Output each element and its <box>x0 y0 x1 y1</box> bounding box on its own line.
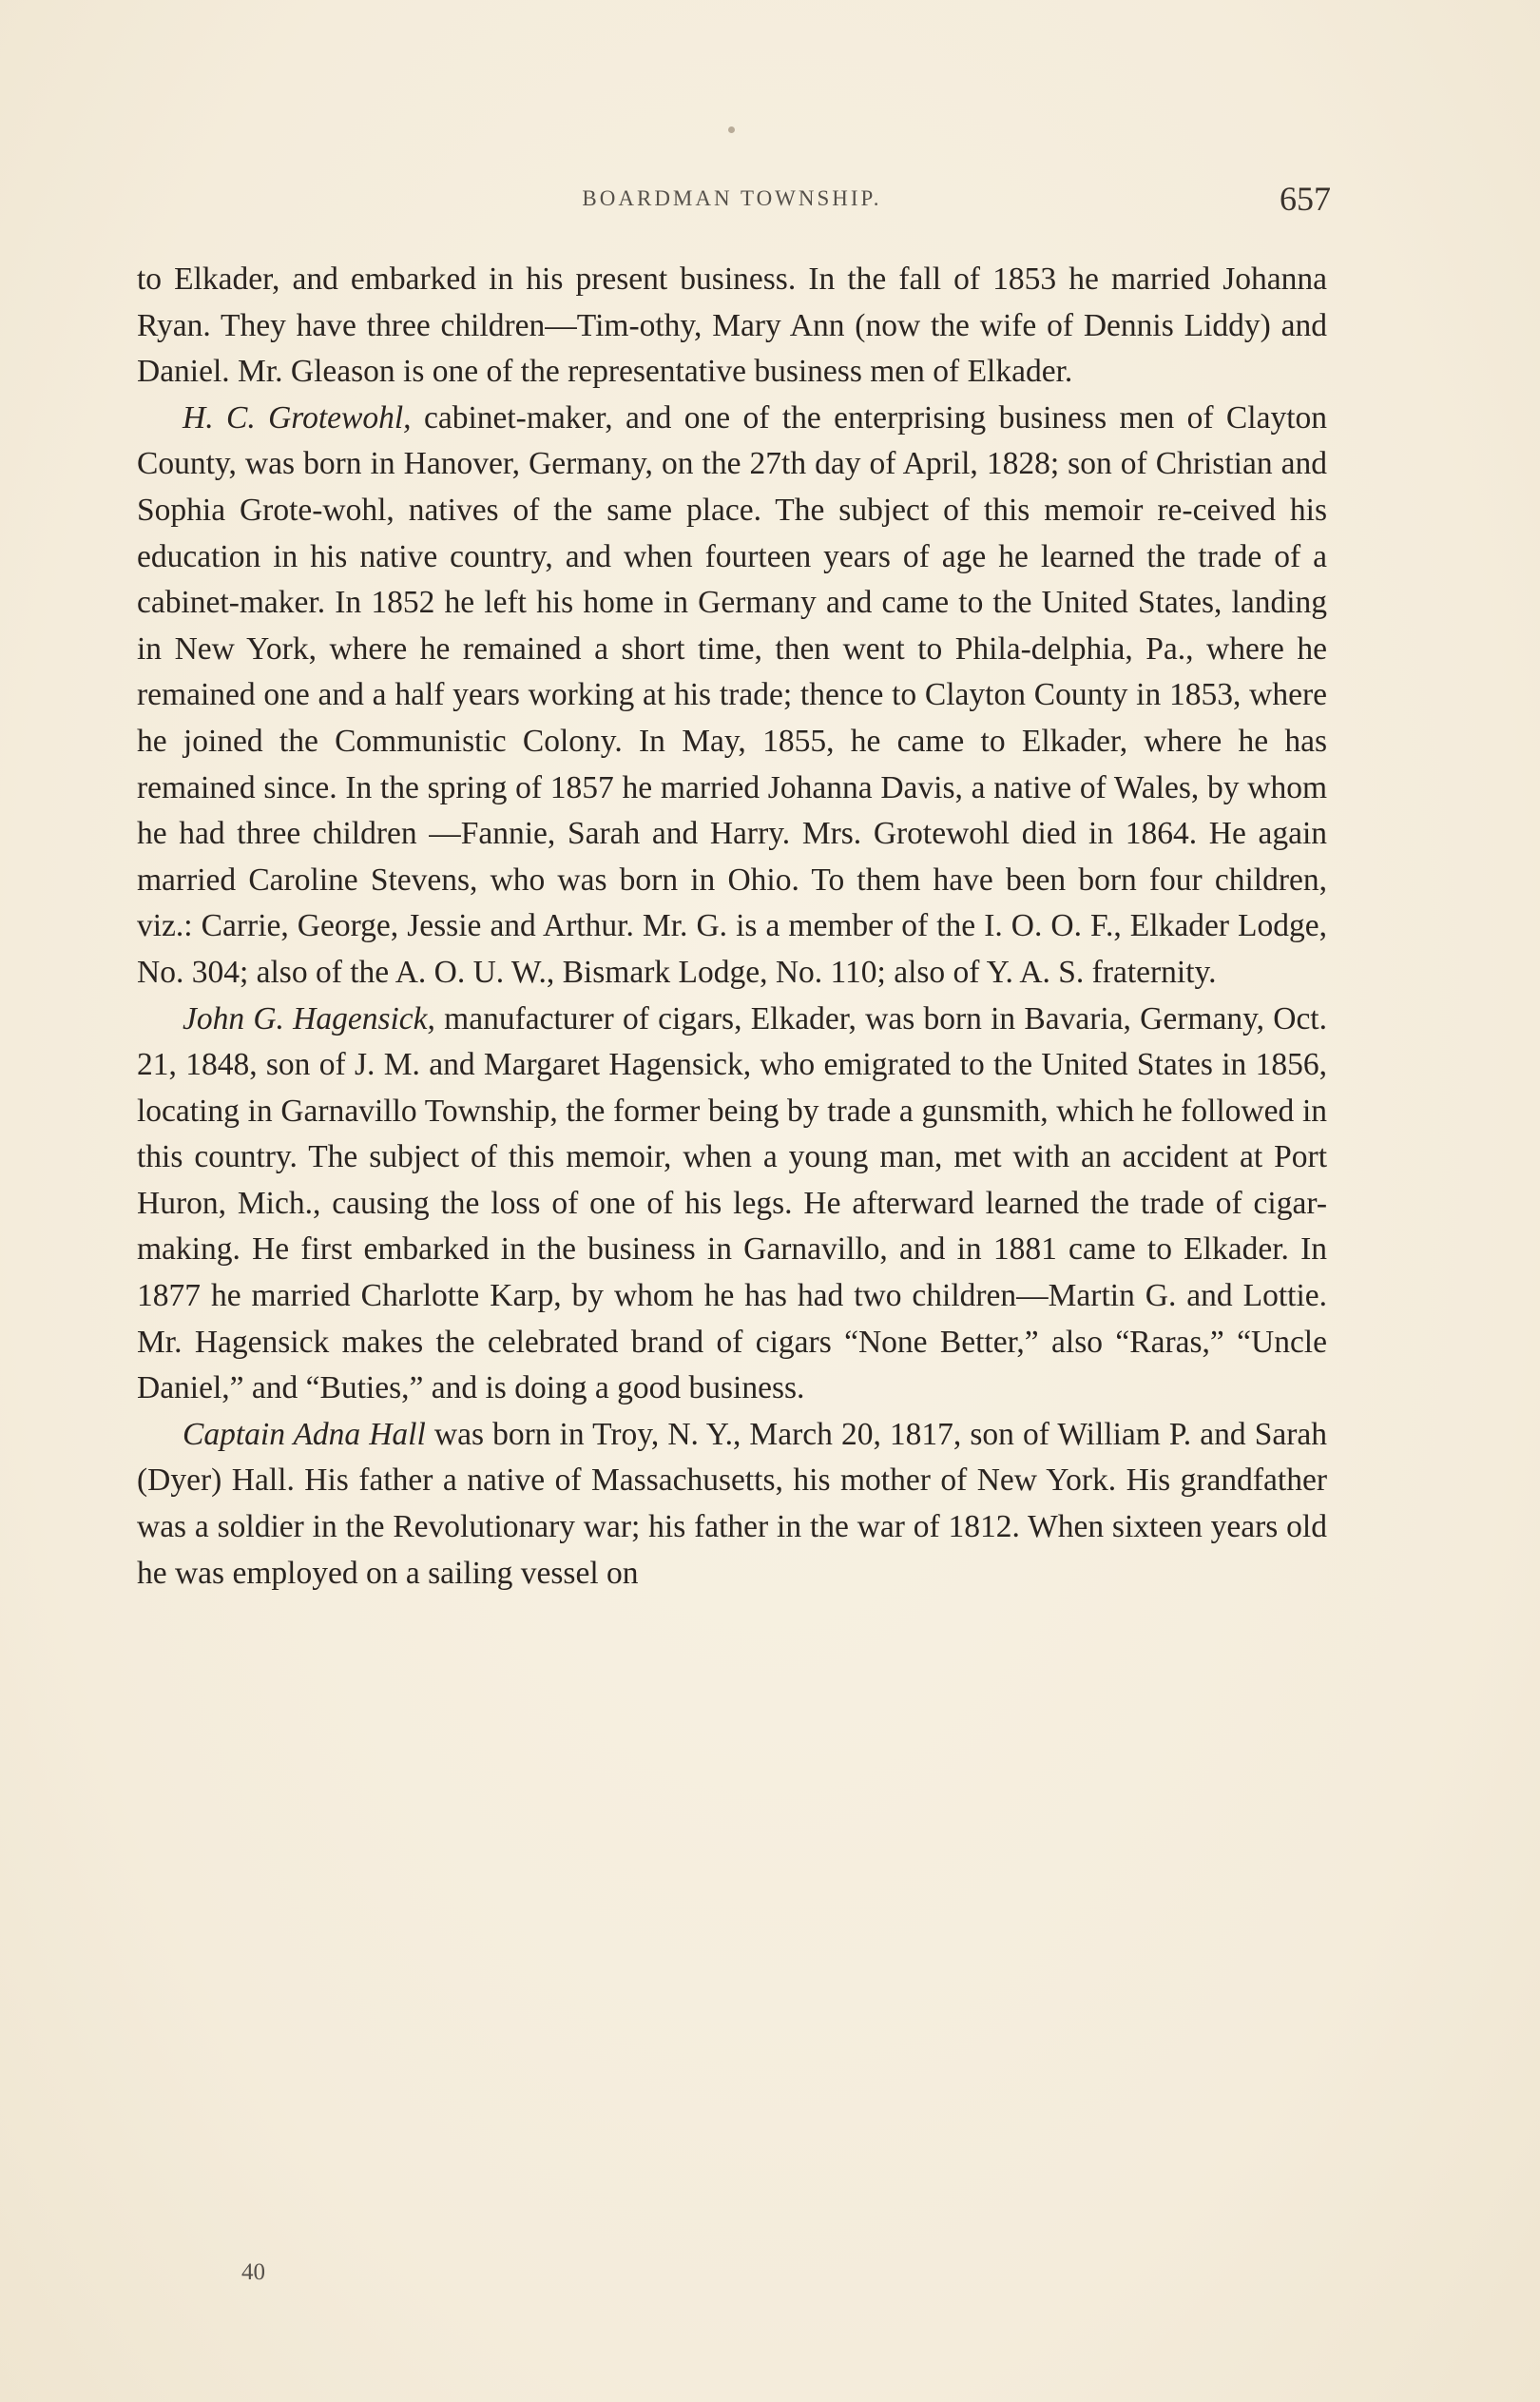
paragraph-hall <box>137 1412 1327 1597</box>
paragraph-hagensick <box>137 997 1327 1412</box>
paragraph-text: to Elkader, and embarked in his present business. In the fall of 1853 he married Johanna Ryan. They have three children—Tim-othy, Mary Ann (now the wife of Dennis Liddy) and Daniel. Mr. Gleason is one of the representative business men of Elkader. <box>137 262 1327 390</box>
paragraph-text: manufacturer of cigars, Elkader, was born in Bavaria, Germany, Oct. 21, 1848, son of J. M. and Margaret Hagensick, who emigrated to the United States in 1856, locating in Garnavillo Township, the former being by trade a gunsmith, which he followed in this country. The subject of this memoir, when a young man, met with an accident at Port Huron, Mich., causing the loss of one of his legs. He afterward learned the trade of cigar-making. He first embarked in the business in Garnavillo, and in 1881 came to Elkader. In 1877 he married Charlotte Karp, by whom he has had two children—Martin G. and Lottie. Mr. Hagensick makes the celebrated brand of cigars “None Better,” also “Raras,” “Uncle Daniel,” and “Buties,” and is doing a good business. <box>137 1000 1327 1406</box>
biography-name: H. C. Grotewohl, <box>183 399 412 436</box>
ink-speck <box>728 126 735 133</box>
signature-mark: 40 <box>241 2259 265 2285</box>
paragraph-text: cabinet-maker, and one of the enterprising business men of Clayton County, was born in Hanover, Germany, on the 27th day of April, 1828; son of Christian and Sophia Grote-wohl, natives of the same place. The subject of this memoir re-ceived his education in his native country, and when fourteen years of age he learned the trade of a cabinet-maker. In 1852 he left his home in Germany and came to the United States, landing in New York, where he remained a short time, then went to Phila-delphia, Pa., where he remained one and a half years working at his trade; thence to Clayton County in 1853, where he joined the Communistic Colony. In May, 1855, he came to Elkader, where he has remained since. In the spring of 1857 he married Johanna Davis, a native of Wales, by whom he had three children —Fannie, Sarah and Harry. Mrs. Grotewohl died in 1864. He again married Caroline Stevens, who was born in Ohio. To them have been born four children, viz.: Carrie, George, Jessie and Arthur. Mr. G. is a member of the I. O. O. F., Elkader Lodge, No. 304; also of the A. O. U. W., Bismark Lodge, No. 110; also of Y. A. S. fraternity. <box>137 399 1327 990</box>
biography-name: John G. Hagensick, <box>183 1000 435 1036</box>
paragraph-grotewohl <box>137 396 1327 997</box>
page-number: 657 <box>1280 180 1331 218</box>
running-title: BOARDMAN TOWNSHIP. <box>582 186 882 210</box>
body-text <box>137 257 1327 1597</box>
biography-name: Captain Adna Hall <box>183 1416 426 1452</box>
paragraph-text: was born in Troy, N. Y., March 20, 1817, son of William P. and Sarah (Dyer) Hall. His father a native of Massachusetts, his mother of New York. His grandfather was a soldier in the Revolutionary war; his father in the war of 1812. When sixteen years old he was employed on a sailing vessel on <box>137 1416 1327 1591</box>
paragraph-gleason <box>137 257 1327 396</box>
running-head <box>133 180 1331 223</box>
